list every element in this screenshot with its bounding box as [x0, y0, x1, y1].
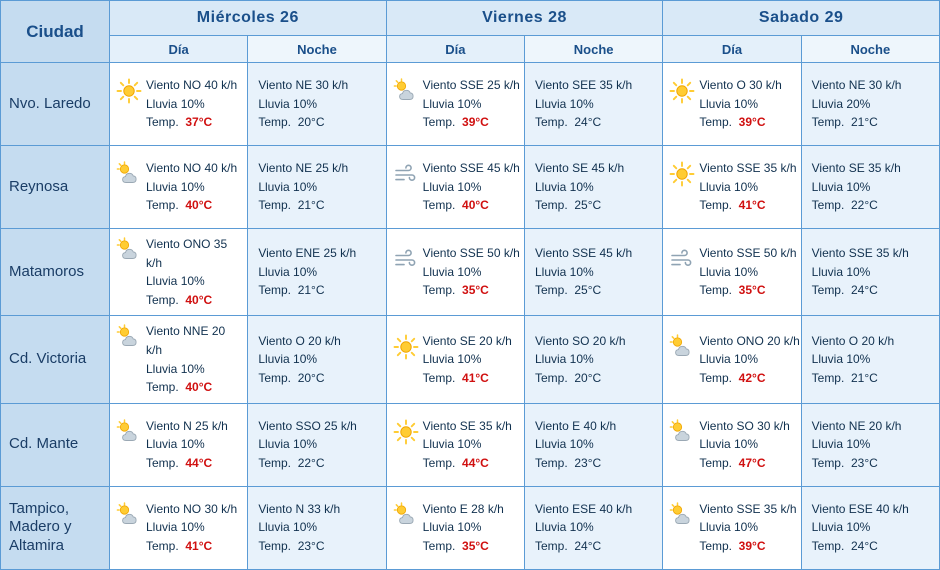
rain-line: Lluvia 10% — [699, 179, 759, 194]
subheader-noche-1: Noche — [524, 36, 662, 63]
forecast-cell — [248, 63, 386, 146]
rain-line: Lluvia 10% — [699, 520, 759, 535]
wind-line: Viento SSE 50 k/h — [699, 246, 797, 261]
sun-icon — [669, 78, 695, 104]
temp-label: Temp. — [258, 370, 292, 385]
forecast-cell — [801, 229, 939, 316]
city-name-cell: Matamoros — [1, 229, 110, 316]
wind-line: Viento ONO 35 k/h — [146, 237, 228, 270]
temp-line — [812, 113, 902, 132]
day-header-0: Miércoles 26 — [110, 1, 387, 36]
temp-line — [258, 369, 341, 388]
temp-value: 24°C — [574, 115, 602, 130]
rain-line: Lluvia 10% — [258, 179, 318, 194]
temp-line — [423, 369, 512, 388]
temp-line — [812, 196, 901, 215]
wind-line: Viento SSE 45 k/h — [422, 161, 520, 176]
wind-line: Viento NE 30 k/h — [811, 78, 902, 93]
wind-line: Viento SO 30 k/h — [699, 418, 790, 433]
temp-value: 39°C — [738, 539, 766, 554]
rain-line: Lluvia 10% — [699, 352, 759, 367]
subheader-dia-2: Día — [663, 36, 801, 63]
temp-line — [423, 113, 520, 132]
temp-value: 35°C — [738, 283, 766, 298]
forecast-cell — [110, 403, 248, 486]
temp-label: Temp. — [534, 115, 568, 130]
subheader-dia-0: Día — [110, 36, 248, 63]
wind-icon — [393, 246, 419, 272]
temp-line — [535, 196, 624, 215]
temp-line — [146, 378, 243, 397]
temp-value: 24°C — [851, 539, 878, 554]
temp-label: Temp. — [699, 456, 732, 471]
temp-line — [258, 196, 348, 215]
wind-line: Viento SSE 50 k/h — [422, 246, 520, 261]
temp-value: 20°C — [297, 370, 325, 385]
forecast-cell — [663, 316, 801, 403]
temp-value: 24°C — [574, 539, 602, 554]
temp-label: Temp. — [811, 198, 845, 213]
temp-label: Temp. — [534, 283, 568, 298]
temp-label: Temp. — [146, 198, 179, 213]
temp-label: Temp. — [811, 283, 845, 298]
temp-value: 20°C — [574, 370, 602, 385]
temp-value: 39°C — [462, 115, 489, 130]
temp-label: Temp. — [146, 292, 179, 307]
temp-label: Temp. — [258, 283, 292, 298]
temp-label: Temp. — [811, 456, 845, 471]
wind-line: Viento E 28 k/h — [422, 501, 504, 516]
wind-line: Viento NE 25 k/h — [258, 161, 349, 176]
temp-label: Temp. — [534, 539, 568, 554]
temp-label: Temp. — [422, 370, 456, 385]
forecast-cell — [801, 403, 939, 486]
rain-line: Lluvia 10% — [146, 96, 205, 111]
temp-label: Temp. — [534, 198, 568, 213]
rain-line: Lluvia 10% — [258, 437, 318, 452]
temp-value: 22°C — [297, 456, 325, 471]
wind-line: Viento SE 35 k/h — [811, 161, 901, 176]
cloud-sun-icon — [393, 502, 419, 528]
wind-line: Viento SEE 35 k/h — [534, 78, 633, 93]
temp-label: Temp. — [422, 198, 456, 213]
rain-line: Lluvia 10% — [811, 520, 871, 535]
table-row — [1, 229, 940, 316]
table-row — [1, 146, 940, 229]
city-name-cell: Cd. Mante — [1, 403, 110, 486]
cloud-sun-icon — [669, 334, 695, 360]
temp-value: 23°C — [851, 456, 878, 471]
forecast-cell — [524, 146, 662, 229]
temp-line — [146, 113, 237, 132]
wind-line: Viento ESE 40 k/h — [811, 501, 909, 516]
temp-line — [812, 281, 909, 300]
sun-icon — [393, 334, 419, 360]
sun-icon — [116, 78, 142, 104]
wind-line: Viento N 33 k/h — [258, 501, 341, 516]
temp-line — [535, 281, 632, 300]
rain-line: Lluvia 10% — [258, 352, 318, 367]
temp-line — [146, 537, 237, 556]
rain-line: Lluvia 10% — [811, 264, 871, 279]
day-header-2: Sabado 29 — [663, 1, 940, 36]
temp-line — [699, 537, 796, 556]
temp-label: Temp. — [811, 539, 845, 554]
sun-icon — [669, 161, 695, 187]
cloud-sun-icon — [116, 237, 142, 263]
rain-line: Lluvia 10% — [258, 264, 318, 279]
forecast-cell — [386, 63, 524, 146]
wind-line: Viento ONO 20 k/h — [699, 333, 800, 348]
temp-value: 23°C — [574, 456, 602, 471]
cloud-sun-icon — [116, 161, 142, 187]
wind-line: Viento E 40 k/h — [534, 418, 617, 433]
cloud-sun-icon — [669, 419, 695, 445]
temp-value: 41°C — [462, 370, 489, 385]
temp-value: 25°C — [574, 198, 602, 213]
subheader-noche-2: Noche — [801, 36, 939, 63]
temp-line — [258, 113, 348, 132]
rain-line: Lluvia 10% — [534, 437, 594, 452]
forecast-cell — [801, 146, 939, 229]
temp-label: Temp. — [258, 539, 292, 554]
forecast-cell — [524, 63, 662, 146]
forecast-cell — [248, 403, 386, 486]
temp-line — [423, 196, 520, 215]
rain-line: Lluvia 10% — [811, 352, 871, 367]
table-body — [1, 63, 940, 570]
temp-label: Temp. — [534, 370, 568, 385]
forecast-cell — [663, 63, 801, 146]
sun-icon — [393, 419, 419, 445]
table-header-row — [1, 1, 940, 36]
temp-line — [258, 454, 357, 473]
rain-line: Lluvia 10% — [258, 520, 318, 535]
forecast-cell — [248, 229, 386, 316]
temp-line — [699, 113, 782, 132]
forecast-cell — [248, 146, 386, 229]
temp-value: 21°C — [297, 198, 325, 213]
temp-value: 21°C — [851, 115, 878, 130]
temp-label: Temp. — [146, 456, 179, 471]
temp-value: 37°C — [185, 115, 213, 130]
wind-line: Viento SO 20 k/h — [534, 333, 626, 348]
forecast-cell — [801, 316, 939, 403]
temp-value: 47°C — [738, 456, 766, 471]
temp-line — [146, 291, 243, 310]
temp-line — [146, 454, 228, 473]
wind-line: Viento SE 20 k/h — [422, 333, 512, 348]
temp-label: Temp. — [699, 370, 732, 385]
rain-line: Lluvia 20% — [811, 96, 871, 111]
temp-label: Temp. — [811, 370, 845, 385]
wind-line: Viento SSE 35 k/h — [699, 161, 797, 176]
city-name-cell: Reynosa — [1, 146, 110, 229]
wind-line: Viento N 25 k/h — [146, 418, 228, 433]
temp-label: Temp. — [258, 456, 292, 471]
temp-label: Temp. — [146, 115, 179, 130]
wind-line: Viento SSE 35 k/h — [811, 246, 909, 261]
wind-line: Viento NO 30 k/h — [146, 501, 238, 516]
temp-label: Temp. — [146, 539, 179, 554]
temp-line — [812, 537, 909, 556]
wind-line: Viento O 20 k/h — [258, 333, 341, 348]
rain-line: Lluvia 10% — [534, 264, 594, 279]
wind-line: Viento SE 45 k/h — [534, 161, 625, 176]
rain-line: Lluvia 10% — [699, 437, 759, 452]
forecast-cell — [663, 229, 801, 316]
temp-value: 42°C — [738, 370, 766, 385]
wind-line: Viento O 30 k/h — [699, 78, 782, 93]
temp-line — [535, 369, 626, 388]
wind-line: Viento NE 30 k/h — [258, 78, 349, 93]
subheader-noche-0: Noche — [248, 36, 386, 63]
forecast-cell — [524, 229, 662, 316]
table-subheader-row — [1, 36, 940, 63]
temp-label: Temp. — [534, 456, 568, 471]
temp-value: 41°C — [738, 198, 766, 213]
city-name-cell: Nvo. Laredo — [1, 63, 110, 146]
temp-value: 39°C — [738, 115, 766, 130]
temp-label: Temp. — [258, 198, 292, 213]
rain-line: Lluvia 10% — [422, 264, 482, 279]
temp-line — [535, 454, 616, 473]
wind-line: Viento NO 40 k/h — [146, 78, 238, 93]
temp-value: 35°C — [462, 539, 489, 554]
temp-value: 44°C — [185, 456, 213, 471]
rain-line: Lluvia 10% — [811, 437, 871, 452]
forecast-cell — [248, 316, 386, 403]
rain-line: Lluvia 10% — [699, 264, 759, 279]
temp-label: Temp. — [258, 115, 292, 130]
temp-value: 22°C — [851, 198, 878, 213]
rain-line: Lluvia 10% — [534, 352, 594, 367]
temp-label: Temp. — [699, 115, 732, 130]
wind-line: Viento NNE 20 k/h — [146, 324, 226, 357]
cloud-sun-icon — [669, 502, 695, 528]
rain-line: Lluvia 10% — [811, 179, 871, 194]
rain-line: Lluvia 10% — [258, 96, 318, 111]
wind-line: Viento SSE 45 k/h — [534, 246, 633, 261]
temp-line — [699, 196, 796, 215]
temp-value: 20°C — [297, 115, 325, 130]
rain-line: Lluvia 10% — [534, 179, 594, 194]
wind-line: Viento O 20 k/h — [811, 333, 895, 348]
forecast-cell — [524, 316, 662, 403]
temp-line — [423, 537, 504, 556]
city-name-cell: Tampico, Madero y Altamira — [1, 486, 110, 569]
temp-value: 40°C — [462, 198, 489, 213]
rain-line: Lluvia 10% — [146, 179, 205, 194]
table-row — [1, 63, 940, 146]
temp-line — [699, 454, 790, 473]
rain-line: Lluvia 10% — [146, 274, 205, 289]
forecast-cell — [386, 403, 524, 486]
subheader-dia-1: Día — [386, 36, 524, 63]
temp-label: Temp. — [811, 115, 845, 130]
temp-label: Temp. — [422, 283, 456, 298]
temp-value: 35°C — [462, 283, 489, 298]
wind-icon — [669, 246, 695, 272]
wind-line: Viento SSE 35 k/h — [699, 501, 797, 516]
wind-line: Viento SSO 25 k/h — [258, 418, 357, 433]
rain-line: Lluvia 10% — [422, 96, 482, 111]
day-header-1: Viernes 28 — [386, 1, 663, 36]
rain-line: Lluvia 10% — [146, 437, 205, 452]
rain-line: Lluvia 10% — [534, 520, 594, 535]
temp-label: Temp. — [146, 380, 179, 395]
temp-label: Temp. — [422, 456, 456, 471]
temp-line — [535, 113, 632, 132]
temp-value: 21°C — [297, 283, 325, 298]
temp-value: 41°C — [185, 539, 213, 554]
temp-value: 23°C — [297, 539, 325, 554]
wind-line: Viento NO 40 k/h — [146, 161, 238, 176]
temp-line — [699, 369, 800, 388]
cloud-sun-icon — [116, 324, 142, 350]
forecast-cell — [110, 63, 248, 146]
cloud-sun-icon — [393, 78, 419, 104]
temp-line — [812, 454, 902, 473]
rain-line: Lluvia 10% — [422, 352, 482, 367]
wind-line: Viento ENE 25 k/h — [258, 246, 357, 261]
rain-line: Lluvia 10% — [422, 520, 482, 535]
temp-line — [535, 537, 632, 556]
rain-line: Lluvia 10% — [422, 437, 482, 452]
wind-line: Viento SSE 25 k/h — [422, 78, 520, 93]
forecast-cell — [386, 316, 524, 403]
temp-label: Temp. — [699, 283, 732, 298]
wind-line: Viento NE 20 k/h — [811, 418, 902, 433]
temp-line — [423, 281, 520, 300]
temp-label: Temp. — [422, 539, 456, 554]
forecast-cell — [110, 229, 248, 316]
city-name-cell: Cd. Victoria — [1, 316, 110, 403]
forecast-cell — [386, 146, 524, 229]
temp-value: 44°C — [462, 456, 489, 471]
temp-value: 25°C — [574, 283, 602, 298]
cloud-sun-icon — [116, 419, 142, 445]
cloud-sun-icon — [116, 502, 142, 528]
forecast-cell — [110, 146, 248, 229]
rain-line: Lluvia 10% — [534, 96, 594, 111]
temp-value: 40°C — [185, 292, 213, 307]
temp-line — [423, 454, 512, 473]
temp-line — [699, 281, 796, 300]
temp-line — [258, 281, 356, 300]
forecast-cell — [801, 63, 939, 146]
wind-line: Viento SE 35 k/h — [422, 418, 512, 433]
temp-value: 40°C — [185, 380, 213, 395]
temp-value: 21°C — [851, 370, 878, 385]
temp-label: Temp. — [699, 539, 732, 554]
column-header-city: Ciudad — [1, 1, 110, 63]
temp-label: Temp. — [422, 115, 456, 130]
forecast-cell — [110, 316, 248, 403]
forecast-cell — [663, 146, 801, 229]
temp-value: 40°C — [185, 198, 213, 213]
rain-line: Lluvia 10% — [422, 179, 482, 194]
temp-line — [812, 369, 895, 388]
temp-label: Temp. — [699, 198, 732, 213]
rain-line: Lluvia 10% — [699, 96, 759, 111]
wind-icon — [393, 161, 419, 187]
forecast-cell — [386, 229, 524, 316]
temp-value: 24°C — [851, 283, 878, 298]
temp-line — [146, 196, 237, 215]
rain-line: Lluvia 10% — [146, 361, 205, 376]
forecast-cell — [663, 403, 801, 486]
wind-line: Viento ESE 40 k/h — [534, 501, 633, 516]
forecast-cell — [524, 403, 662, 486]
table-row — [1, 316, 940, 403]
table-row — [1, 403, 940, 486]
temp-line — [258, 537, 340, 556]
rain-line: Lluvia 10% — [146, 520, 205, 535]
